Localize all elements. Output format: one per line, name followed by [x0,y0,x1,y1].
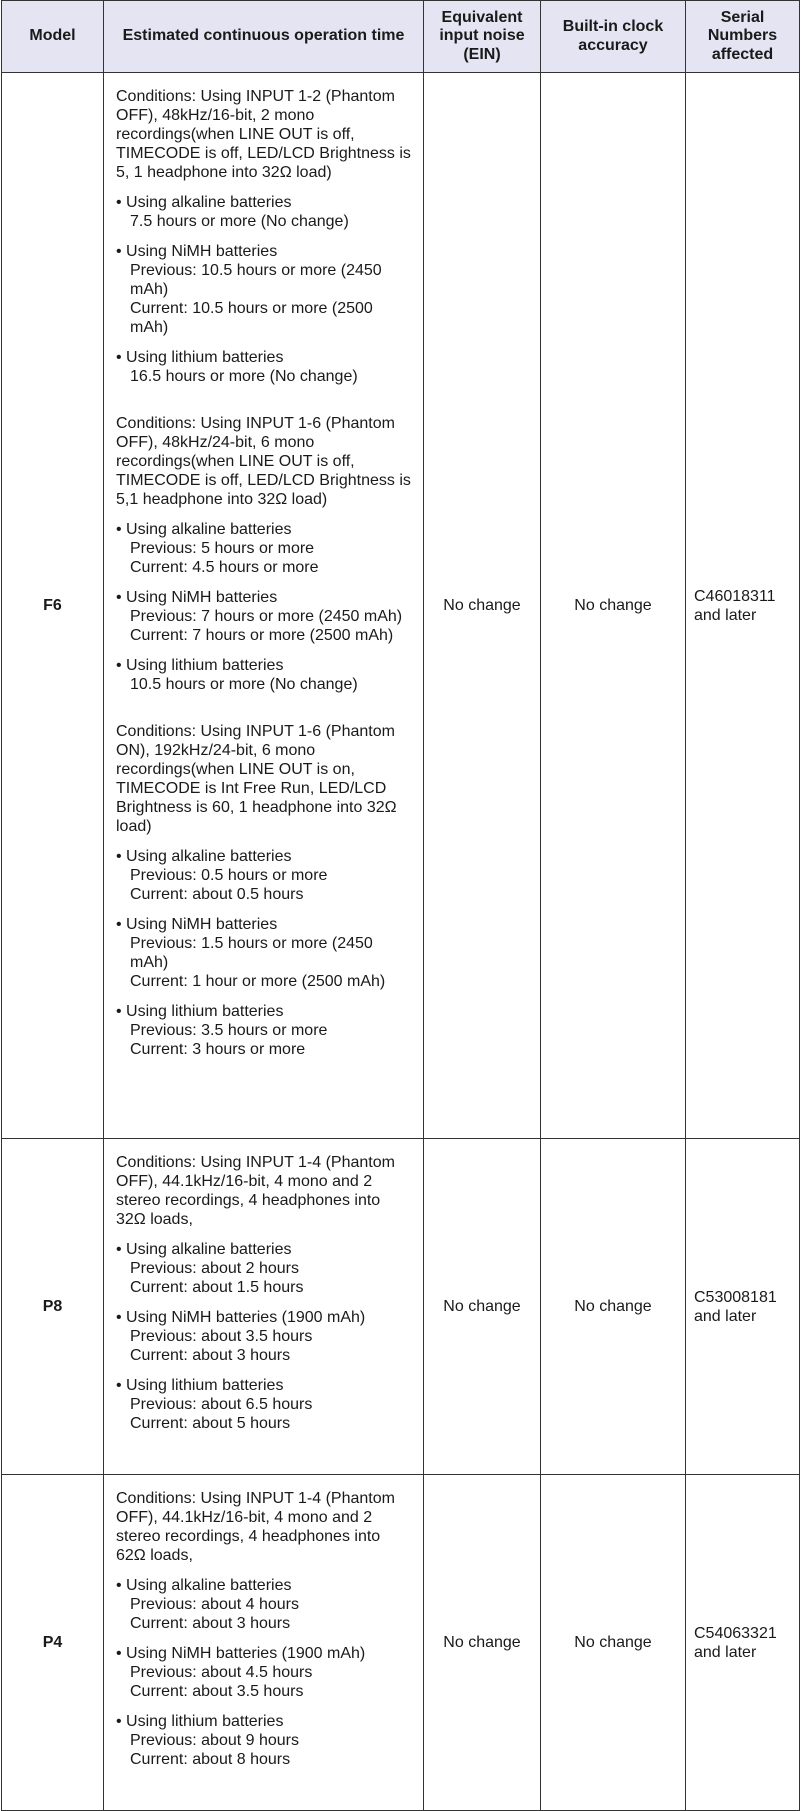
header-operation-time: Estimated continuous operation time [104,1,424,73]
battery-value: Current: 10.5 hours or more (2500 mAh) [130,300,373,336]
battery-value: Previous: 0.5 hours or more [130,867,328,884]
battery-value: Previous: 10.5 hours or more (2450 mAh) [130,262,382,298]
battery-item [116,1712,411,1769]
battery-item [116,1376,411,1433]
battery-value: Current: about 3 hours [130,1615,291,1632]
condition-group [116,1153,411,1433]
battery-value: Current: about 5 hours [130,1415,291,1432]
operation-time-cell [104,73,424,1139]
battery-value: Previous: 7 hours or more (2450 mAh) [130,608,403,625]
battery-value: Current: about 0.5 hours [130,886,304,903]
clock-accuracy-cell: No change [541,1475,686,1811]
operation-time-cell [104,1139,424,1475]
header-ein: Equivalent input noise (EIN) [424,1,541,73]
battery-item [116,1308,411,1365]
battery-value: 16.5 hours or more (No change) [130,368,358,385]
battery-value: Previous: about 4.5 hours [130,1664,313,1681]
battery-value: Current: about 1.5 hours [130,1279,304,1296]
battery-label: • Using lithium batteries [116,1377,284,1394]
battery-item [116,520,411,577]
model-cell: P8 [2,1139,104,1475]
serial-numbers-cell: C54063321 and later [686,1475,800,1811]
battery-label: • Using lithium batteries [116,349,284,366]
table-body [2,73,800,1811]
battery-label: • Using lithium batteries [116,657,284,674]
battery-value: Current: about 3.5 hours [130,1683,304,1700]
conditions-text: Conditions: Using INPUT 1-4 (Phantom OFF), 44.1kHz/16-bit, 4 mono and 2 stereo recordings, 4 headphones into 32Ω loads, [116,1154,395,1228]
ein-cell: No change [424,1139,541,1475]
clock-accuracy-cell: No change [541,1139,686,1475]
battery-value: Previous: 1.5 hours or more (2450 mAh) [130,935,373,971]
battery-item [116,847,411,904]
battery-value: Current: 3 hours or more [130,1041,306,1058]
battery-label: • Using lithium batteries [116,1713,284,1730]
battery-item [116,1644,411,1701]
battery-value: Current: 4.5 hours or more [130,559,319,576]
battery-value: Previous: about 4 hours [130,1596,299,1613]
conditions-text: Conditions: Using INPUT 1-4 (Phantom OFF), 44.1kHz/16-bit, 4 mono and 2 stereo recordings, 4 headphones into 62Ω loads, [116,1490,395,1564]
battery-value: Previous: about 3.5 hours [130,1328,313,1345]
header-row [2,1,800,73]
operation-time-cell [104,1475,424,1811]
battery-value: Previous: 5 hours or more [130,540,315,557]
battery-label: • Using NiMH batteries (1900 mAh) [116,1645,366,1662]
table-header [2,1,800,73]
table-row-p8 [2,1139,800,1475]
battery-item [116,242,411,337]
battery-value: Previous: about 2 hours [130,1260,299,1277]
header-clock-accuracy: Built-in clock accuracy [541,1,686,73]
battery-label: • Using alkaline batteries [116,1577,292,1594]
model-cell: F6 [2,73,104,1139]
condition-group [116,1489,411,1769]
condition-group [116,87,411,386]
battery-label: • Using alkaline batteries [116,521,292,538]
battery-list [116,1240,411,1433]
battery-item [116,656,411,694]
battery-value: Previous: about 6.5 hours [130,1396,313,1413]
battery-value: Previous: 3.5 hours or more [130,1022,328,1039]
conditions-text: Conditions: Using INPUT 1-6 (Phantom ON), 192kHz/24-bit, 6 mono recordings(when LINE OUT is on, TIMECODE is Int Free Run, LED/LCD Brightness is 60, 1 headphone into 32Ω load) [116,723,397,835]
condition-group [116,414,411,694]
table-row-f6 [2,73,800,1139]
battery-item [116,1576,411,1633]
battery-label: • Using lithium batteries [116,1003,284,1020]
spec-change-table [1,0,800,1811]
battery-list [116,847,411,1059]
battery-list [116,520,411,694]
battery-label: • Using NiMH batteries [116,916,278,933]
table-row-p4 [2,1475,800,1811]
battery-label: • Using NiMH batteries [116,589,278,606]
battery-value: Previous: about 9 hours [130,1732,299,1749]
battery-value: Current: 1 hour or more (2500 mAh) [130,973,386,990]
battery-item [116,588,411,645]
serial-numbers-cell: C46018311 and later [686,73,800,1139]
battery-list [116,193,411,386]
battery-label: • Using alkaline batteries [116,194,292,211]
header-model: Model [2,1,104,73]
battery-value: Current: 7 hours or more (2500 mAh) [130,627,394,644]
battery-label: • Using alkaline batteries [116,848,292,865]
battery-value: 7.5 hours or more (No change) [130,213,349,230]
battery-label: • Using NiMH batteries [116,243,278,260]
battery-label: • Using NiMH batteries (1900 mAh) [116,1309,366,1326]
battery-item [116,1002,411,1059]
model-cell: P4 [2,1475,104,1811]
clock-accuracy-cell: No change [541,73,686,1139]
battery-item [116,915,411,991]
battery-value: Current: about 3 hours [130,1347,291,1364]
ein-cell: No change [424,73,541,1139]
serial-numbers-cell: C53008181 and later [686,1139,800,1475]
header-serial-numbers: Serial Numbers affected [686,1,800,73]
battery-value: 10.5 hours or more (No change) [130,676,358,693]
battery-item [116,1240,411,1297]
battery-item [116,348,411,386]
battery-list [116,1576,411,1769]
condition-group [116,722,411,1059]
battery-label: • Using alkaline batteries [116,1241,292,1258]
conditions-text: Conditions: Using INPUT 1-6 (Phantom OFF), 48kHz/24-bit, 6 mono recordings(when LINE OUT is off, TIMECODE is off, LED/LCD Brightness is 5,1 headphone into 32Ω load) [116,415,411,508]
battery-value: Current: about 8 hours [130,1751,291,1768]
ein-cell: No change [424,1475,541,1811]
battery-item [116,193,411,231]
conditions-text: Conditions: Using INPUT 1-2 (Phantom OFF), 48kHz/16-bit, 2 mono recordings(when LINE OUT is off, TIMECODE is off, LED/LCD Brightness is 5, 1 headphone into 32Ω load) [116,88,411,181]
